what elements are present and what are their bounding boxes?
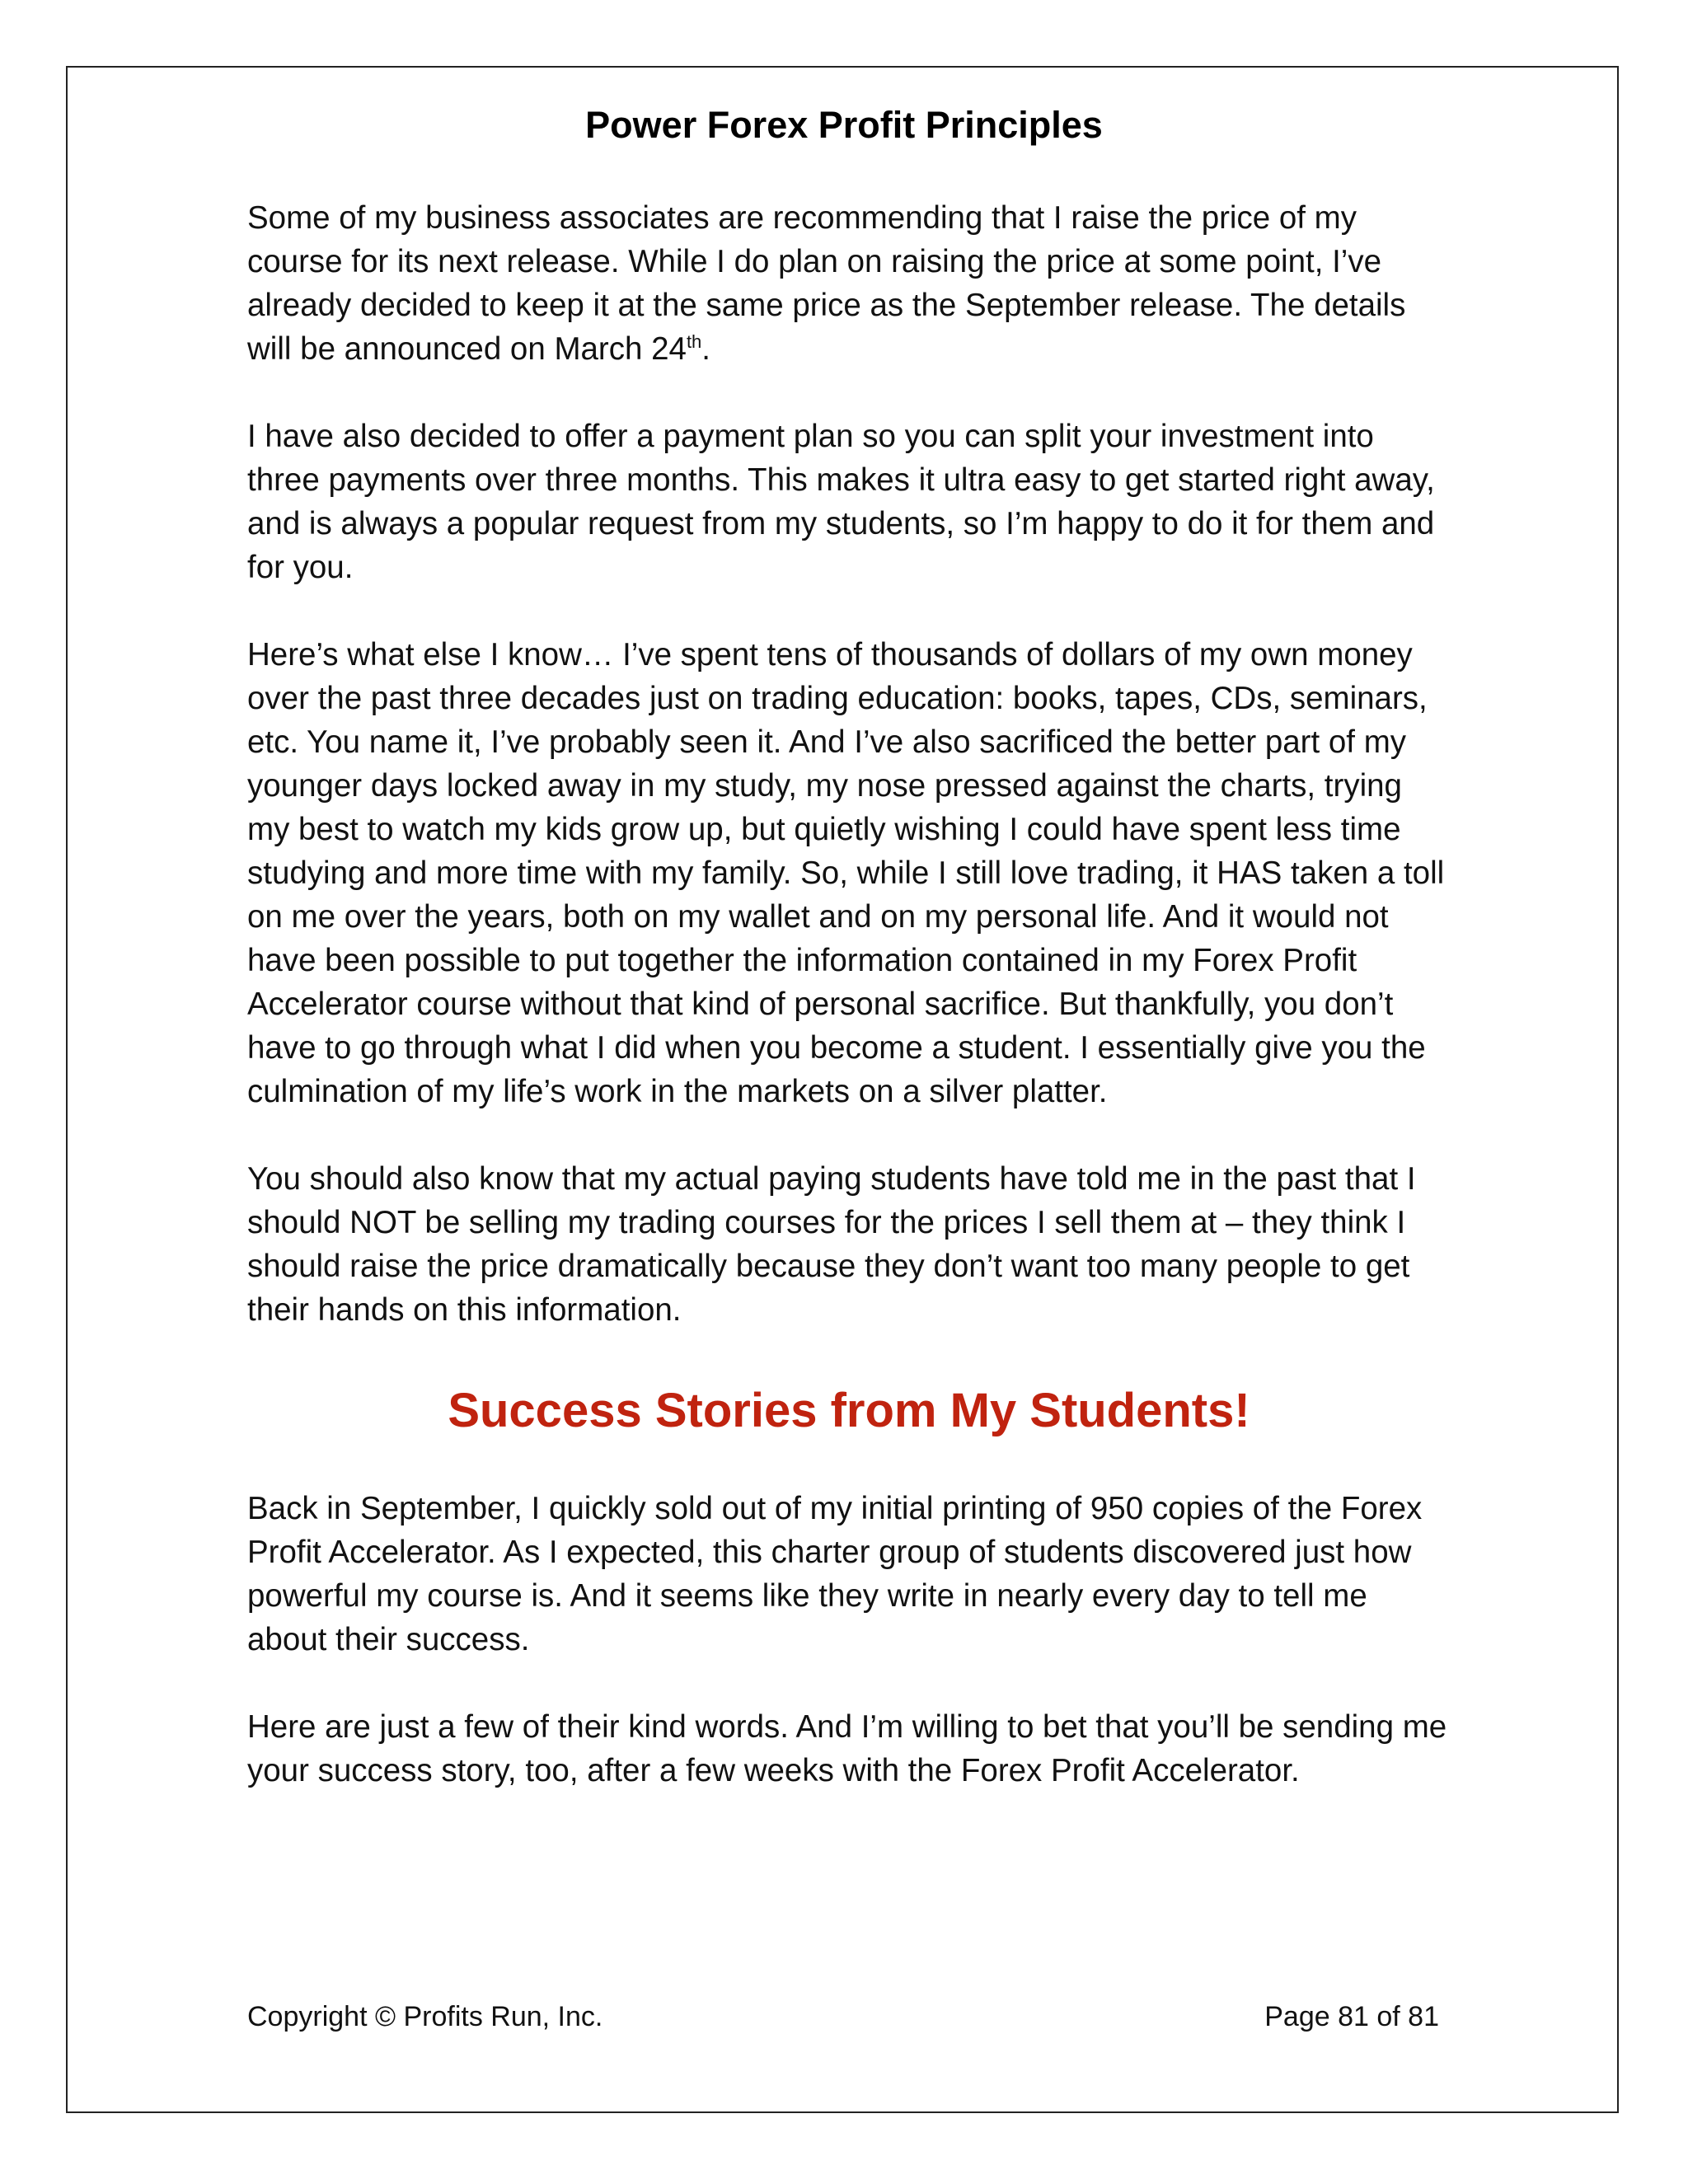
paragraph-price: [247, 196, 1451, 371]
paragraph-payment-plan: I have also decided to offer a payment plan so you can split your investment into three payments over three months. This makes it ultra easy to get started right away, and is always a popular request from my students, so I’m happy to do it for them and for you.: [247, 419, 1435, 585]
footer-copyright: Copyright © Profits Run, Inc.: [247, 2001, 603, 2032]
paragraph-price-text: Some of my business associates are recommending that I raise the price of my course for its next release. While I do plan on raising the price at some point, I’ve already decided to keep it at the same price as the September release. The details will be announced on March 24: [247, 200, 1406, 367]
section-heading-success-stories: Success Stories from My Students!: [448, 1384, 1250, 1437]
paragraph-price-tail: .: [701, 331, 710, 367]
paragraph-kind-words: Here are just a few of their kind words. And I’m willing to bet that you’ll be sending me your success story, too, after a few weeks with the Forex Profit Accelerator.: [247, 1709, 1447, 1788]
header-title: Power Forex Profit Principles: [585, 104, 1103, 146]
page-footer: [247, 1998, 1439, 2036]
document-body: [247, 196, 1451, 1793]
paragraph-background: Here’s what else I know… I’ve spent tens of thousands of dollars of my own money over the past three decades just on trading education: books, tapes, CDs, seminars, etc. You name it, I’ve probably seen it. And I’ve also sacrificed the better part of my younger days locked away in my study, my nose pressed against the charts, trying my best to watch my kids grow up, but quietly wishing I could have spent less time studying and more time with my family. So, while I still love trading, it HAS taken a toll on me over the years, both on my wallet and on my personal life. And it would not have been possible to put together the information contained in my Forex Profit Accelerator course without that kind of personal sacrifice. But thankfully, you don’t have to go through what I did when you become a student. I essentially give you the culmination of my life’s work in the markets on a silver platter.: [247, 637, 1445, 1109]
ordinal-suffix: th: [686, 331, 702, 353]
paragraph-students-advice: You should also know that my actual paying students have told me in the past that I should NOT be selling my trading courses for the prices I sell them at – they think I should raise the price dramatically because they don’t want too many people to get their hands on this information.: [247, 1161, 1416, 1328]
footer-page-number: Page 81 of 81: [1264, 2001, 1439, 2032]
paragraph-september-sellout: Back in September, I quickly sold out of my initial printing of 950 copies of the Forex Profit Accelerator. As I expected, this charter group of students discovered just how powerful my course is. And it seems like they write in nearly every day to tell me about their success.: [247, 1491, 1423, 1657]
